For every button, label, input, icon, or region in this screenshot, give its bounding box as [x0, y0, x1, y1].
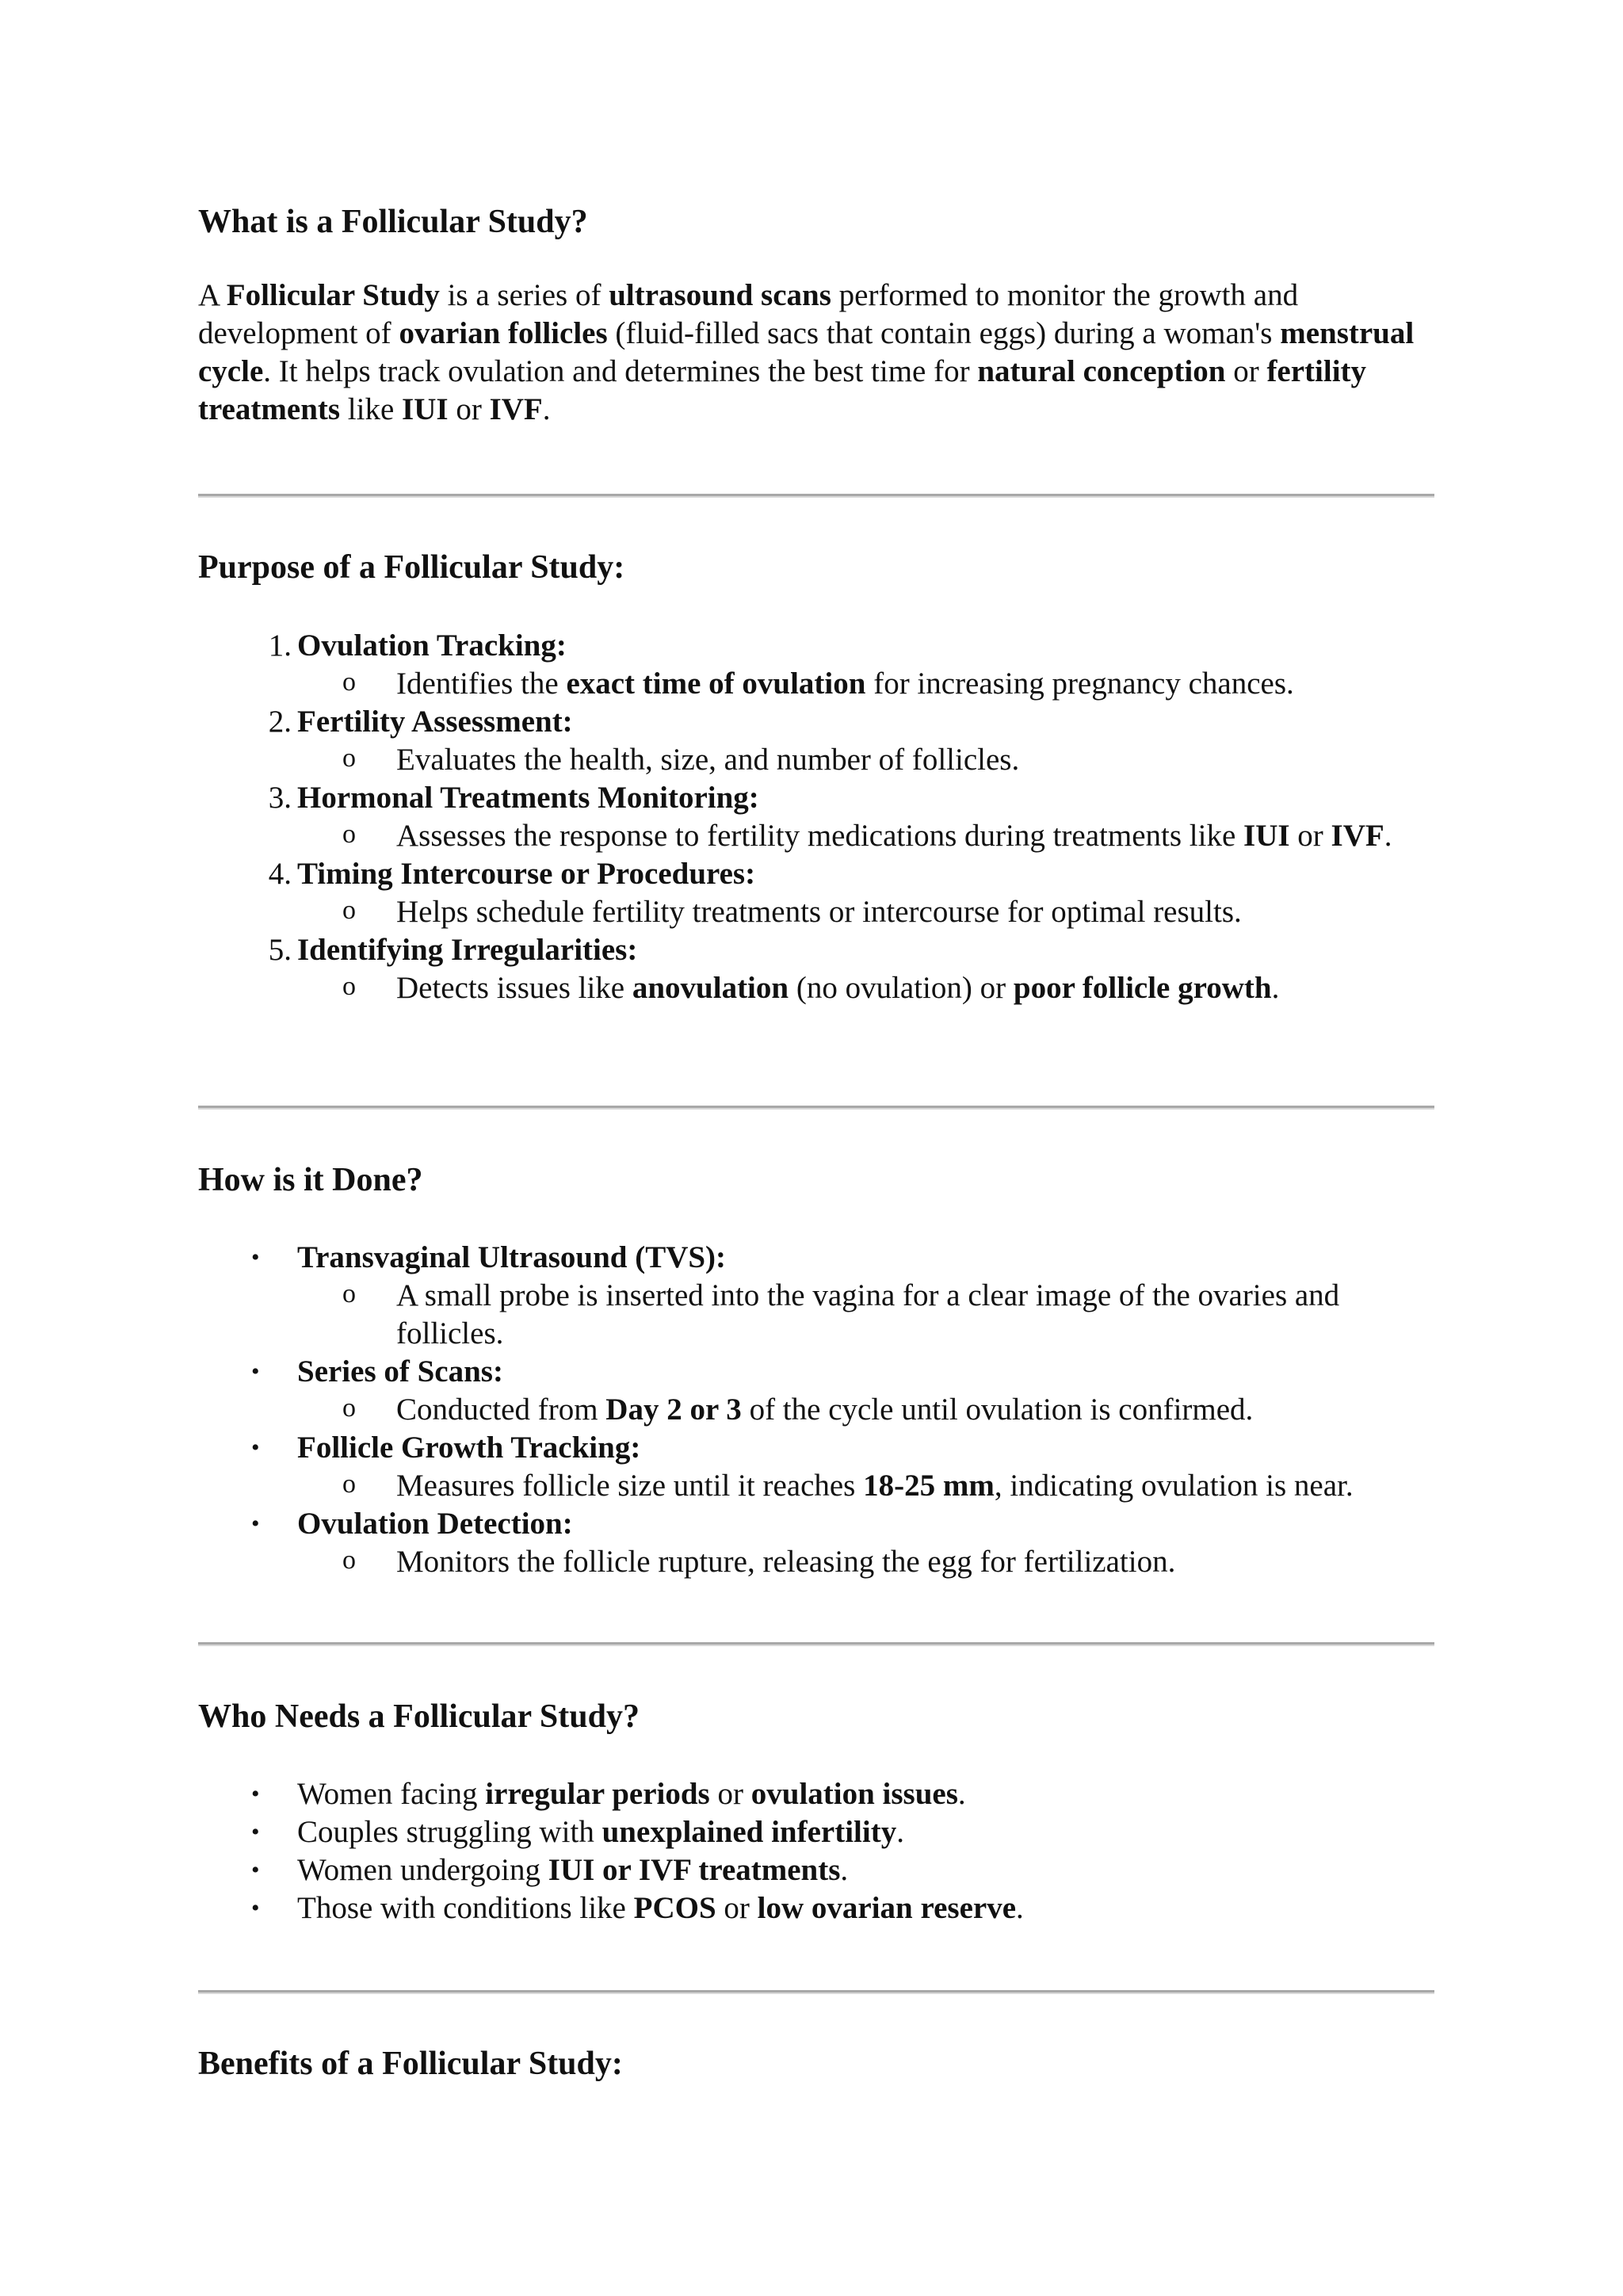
- sub-list-item: [198, 1467, 1434, 1505]
- text-run: or: [1289, 819, 1331, 853]
- text-run: Couples struggling with: [297, 1815, 602, 1849]
- list-number: 1.: [268, 628, 292, 663]
- procedure-list: [198, 1239, 1434, 1581]
- bullet-marker: •: [251, 1895, 260, 1921]
- list-item: [198, 1353, 1434, 1391]
- sub-bullet-marker: o: [342, 1279, 356, 1308]
- list-number: 2.: [268, 705, 292, 739]
- text-run: .: [957, 1777, 966, 1811]
- bold-text: PCOS: [633, 1891, 716, 1925]
- bold-text: natural conception: [977, 354, 1226, 388]
- bullet-marker: •: [251, 1781, 260, 1807]
- section-title-who-needs: Who Needs a Follicular Study?: [198, 1698, 640, 1735]
- text-run: A: [198, 278, 227, 312]
- section-title-benefits: Benefits of a Follicular Study:: [198, 2046, 623, 2082]
- bold-text: irregular periods: [485, 1777, 710, 1811]
- bold-text: IVF: [489, 392, 543, 426]
- text-run: A small probe is inserted into the vagina for a clear image of the ovaries and follicles.: [396, 1278, 1340, 1350]
- bold-text: unexplained infertility: [601, 1815, 897, 1849]
- sub-bullet-marker: o: [342, 1545, 356, 1575]
- text-run: .: [1271, 971, 1280, 1005]
- text-run: like: [340, 392, 403, 426]
- bullet-marker: •: [251, 1435, 260, 1461]
- text-run: .: [1016, 1891, 1024, 1925]
- bold-text: Follicular Study: [226, 278, 440, 312]
- text-run: Women facing: [297, 1777, 486, 1811]
- list-item: [198, 1505, 1434, 1543]
- bold-text: 18-25 mm: [863, 1469, 995, 1503]
- sub-bullet-marker: o: [342, 896, 356, 925]
- list-item-label: Fertility Assessment:: [297, 705, 573, 739]
- text-run: or: [709, 1777, 751, 1811]
- text-run: Detects issues like: [396, 971, 632, 1005]
- text-run: or: [448, 392, 490, 426]
- list-item: [198, 931, 1434, 969]
- section-divider: [198, 1106, 1434, 1110]
- section-divider: [198, 494, 1434, 498]
- sub-list-item: [198, 741, 1434, 779]
- text-run: for increasing pregnancy chances.: [865, 667, 1294, 701]
- list-item-label: Ovulation Detection:: [297, 1507, 573, 1541]
- intro-paragraph: [198, 277, 1430, 429]
- text-run: (no ovulation) or: [789, 971, 1014, 1005]
- list-item: [198, 1813, 1434, 1851]
- bullet-marker: •: [251, 1358, 260, 1385]
- sub-bullet-marker: o: [342, 743, 356, 773]
- list-item: [198, 1239, 1434, 1277]
- text-run: Evaluates the health, size, and number of follicles.: [396, 743, 1020, 777]
- list-item-label: Series of Scans:: [297, 1354, 503, 1389]
- bold-text: exact time of ovulation: [566, 667, 866, 701]
- list-item: [198, 703, 1434, 741]
- list-item-label: Hormonal Treatments Monitoring:: [297, 781, 759, 815]
- sub-list-item: [198, 1277, 1434, 1353]
- sub-bullet-marker: o: [342, 972, 356, 1001]
- list-item-label: Follicle Growth Tracking:: [297, 1431, 641, 1465]
- sub-list-item: [198, 1391, 1434, 1429]
- text-run: Conducted from: [396, 1392, 606, 1427]
- list-item: [198, 855, 1434, 893]
- text-run: Women undergoing: [297, 1853, 548, 1887]
- sub-bullet-marker: o: [342, 1469, 356, 1499]
- list-item: [198, 627, 1434, 665]
- text-run: Monitors the follicle rupture, releasing the egg for fertilization.: [396, 1545, 1176, 1579]
- bold-text: ovulation issues: [750, 1777, 958, 1811]
- section-title-how-done: How is it Done?: [198, 1162, 423, 1198]
- sub-list-item: [198, 969, 1434, 1007]
- bullet-marker: •: [251, 1819, 260, 1845]
- bold-text: Day 2 or 3: [605, 1392, 742, 1427]
- bold-text: anovulation: [632, 971, 789, 1005]
- candidates-list: [198, 1775, 1434, 1927]
- text-run: Identifies the: [396, 667, 567, 701]
- list-item: [198, 1851, 1434, 1889]
- text-run: of the cycle until ovulation is confirmed.: [741, 1392, 1254, 1427]
- section-title-purpose: Purpose of a Follicular Study:: [198, 549, 625, 586]
- sub-list-item: [198, 817, 1434, 855]
- list-item-label: Identifying Irregularities:: [297, 933, 638, 967]
- text-run: . It helps track ovulation and determines the best time for: [263, 354, 978, 388]
- list-number: 3.: [268, 781, 292, 815]
- section-divider: [198, 1990, 1434, 1994]
- list-item-label: Timing Intercourse or Procedures:: [297, 857, 756, 891]
- bold-text: IUI or IVF treatments: [548, 1853, 841, 1887]
- text-run: Helps schedule fertility treatments or intercourse for optimal results.: [396, 895, 1242, 929]
- list-item: [198, 1889, 1434, 1927]
- list-number: 4.: [268, 857, 292, 891]
- text-run: is a series of: [439, 278, 609, 312]
- text-run: .: [840, 1853, 849, 1887]
- text-run: , indicating ovulation is near.: [994, 1469, 1354, 1503]
- text-run: (fluid-filled sacs that contain eggs) during a woman's: [607, 316, 1281, 350]
- bold-text: ultrasound scans: [609, 278, 831, 312]
- list-item-label: Ovulation Tracking:: [297, 628, 567, 663]
- bold-text: IUI: [402, 392, 449, 426]
- list-item: [198, 779, 1434, 817]
- text-run: Assesses the response to fertility medications during treatments like: [396, 819, 1244, 853]
- sub-list-item: [198, 1543, 1434, 1581]
- text-run: or: [716, 1891, 758, 1925]
- section-divider: [198, 1642, 1434, 1646]
- sub-bullet-marker: o: [342, 1393, 356, 1423]
- list-item-label: Transvaginal Ultrasound (TVS):: [297, 1240, 727, 1274]
- text-run: or: [1225, 354, 1267, 388]
- sub-list-item: [198, 665, 1434, 703]
- text-run: .: [896, 1815, 904, 1849]
- list-item: [198, 1775, 1434, 1813]
- purpose-list: [198, 627, 1434, 1007]
- bold-text: low ovarian reserve: [757, 1891, 1016, 1925]
- bold-text: ovarian follicles: [399, 316, 608, 350]
- bold-text: fertility treatments: [198, 354, 1367, 426]
- text-run: performed to monitor the growth and development of: [198, 278, 1299, 350]
- bold-text: IVF: [1331, 819, 1384, 853]
- sub-bullet-marker: o: [342, 667, 356, 697]
- bold-text: menstrual cycle: [198, 316, 1415, 388]
- text-run: Measures follicle size until it reaches: [396, 1469, 864, 1503]
- list-number: 5.: [268, 933, 292, 967]
- bullet-marker: •: [251, 1857, 260, 1883]
- section-title-what-is: What is a Follicular Study?: [198, 204, 588, 240]
- bullet-marker: •: [251, 1244, 260, 1270]
- list-item: [198, 1429, 1434, 1467]
- text-run: .: [542, 392, 551, 426]
- text-run: Those with conditions like: [297, 1891, 634, 1925]
- text-run: .: [1384, 819, 1392, 853]
- sub-bullet-marker: o: [342, 819, 356, 849]
- bold-text: IUI: [1243, 819, 1290, 853]
- bullet-marker: •: [251, 1511, 260, 1537]
- sub-list-item: [198, 893, 1434, 931]
- bold-text: poor follicle growth: [1013, 971, 1272, 1005]
